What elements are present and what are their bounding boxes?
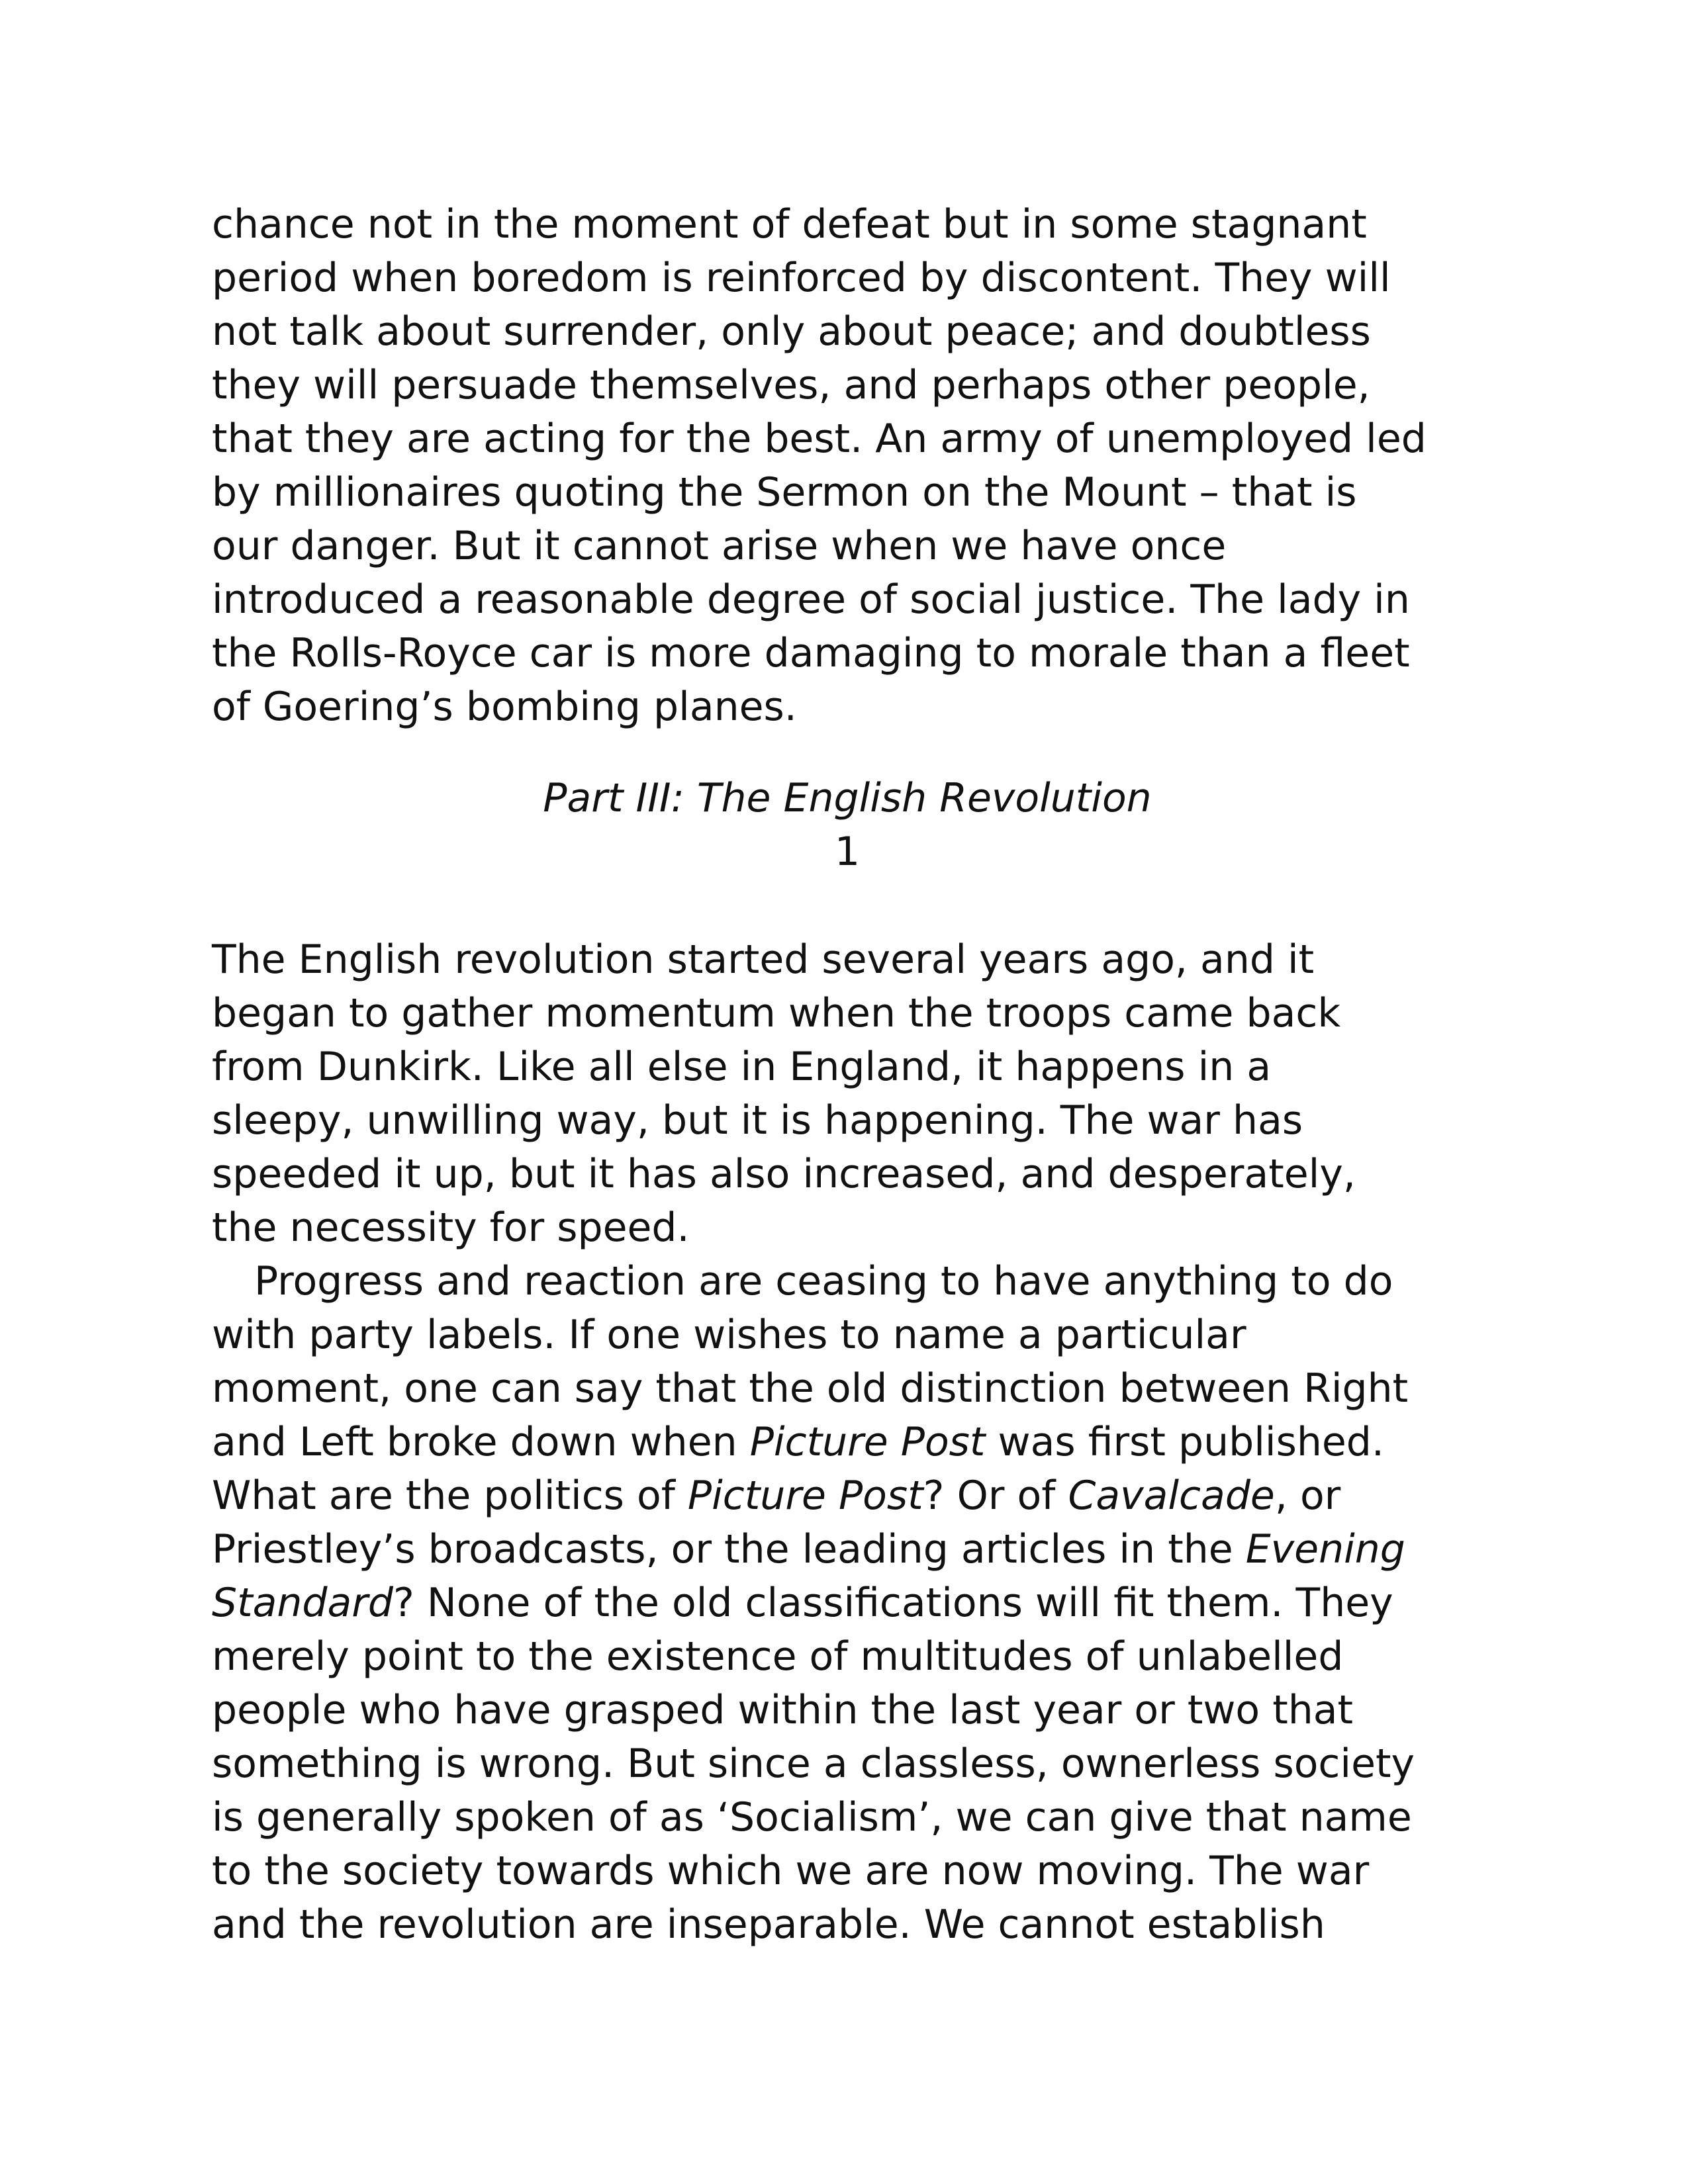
text-line xyxy=(212,1576,1483,1630)
text-line: people who have grasped within the last year or two that xyxy=(212,1687,1354,1733)
text-line: Progress and reaction are ceasing to have anything to do xyxy=(254,1258,1393,1304)
text-line: with party labels. If one wishes to name a particular xyxy=(212,1312,1246,1358)
text-line: moment, one can say that the old distinction between Right xyxy=(212,1365,1409,1412)
text-line: from Dunkirk. Like all else in England, it happens in a xyxy=(212,1044,1272,1090)
text-line: they will persuade themselves, and perhaps other people, xyxy=(212,362,1370,408)
section-number: 1 xyxy=(834,829,861,875)
text-run: ? Or of xyxy=(923,1473,1068,1519)
paragraph-continuation xyxy=(212,198,1483,734)
publication-title: Picture Post xyxy=(749,1419,986,1465)
text-line: something is wrong. But since a classless, ownerless society xyxy=(212,1741,1415,1787)
text-line: to the society towards which we are now moving. The war xyxy=(212,1848,1370,1894)
text-line: speeded it up, but it has also increased, and desperately, xyxy=(212,1151,1356,1197)
text-line: introduced a reasonable degree of social justice. The lady in xyxy=(212,576,1410,623)
publication-title: Picture Post xyxy=(687,1473,923,1519)
text-line xyxy=(212,1523,1483,1576)
text-line: of Goering’s bombing planes. xyxy=(212,684,797,730)
body-text xyxy=(212,933,1483,1952)
text-line: not talk about surrender, only about peace; and doubtless xyxy=(212,308,1371,355)
text-run: What are the politics of xyxy=(212,1473,688,1519)
text-run: and Left broke down when xyxy=(212,1419,750,1465)
text-line: the necessity for speed. xyxy=(212,1205,690,1251)
publication-title: Standard xyxy=(212,1580,394,1626)
section-title: Part III: The English Revolution xyxy=(543,775,1152,821)
text-line: chance not in the moment of defeat but in some stagnant xyxy=(212,201,1367,248)
text-line: and the revolution are inseparable. We cannot establish xyxy=(212,1901,1325,1948)
publication-title: Cavalcade xyxy=(1068,1473,1275,1519)
text-run: ? None of the old classifications will fit them. They xyxy=(393,1580,1393,1626)
publication-title: Evening xyxy=(1245,1526,1405,1572)
text-run: Priestley’s broadcasts, or the leading articles in the xyxy=(212,1526,1246,1572)
text-line: sleepy, unwilling way, but it is happening. The war has xyxy=(212,1097,1303,1144)
text-line: our danger. But it cannot arise when we have once xyxy=(212,523,1227,569)
text-run: , or xyxy=(1274,1473,1341,1519)
text-line: is generally spoken of as ‘Socialism’, we can give that name xyxy=(212,1794,1412,1841)
text-line: that they are acting for the best. An army of unemployed led xyxy=(212,416,1427,462)
text-line xyxy=(212,1416,1483,1469)
text-line: The English revolution started several years ago, and it xyxy=(212,936,1315,983)
text-run: was first published. xyxy=(985,1419,1384,1465)
text-line: began to gather momentum when the troops came back xyxy=(212,990,1341,1036)
text-line: period when boredom is reinforced by discontent. They will xyxy=(212,255,1391,301)
text-line: the Rolls-Royce car is more damaging to morale than a fleet xyxy=(212,630,1410,676)
text-line: by millionaires quoting the Sermon on the Mount – that is xyxy=(212,469,1357,516)
text-line: merely point to the existence of multitudes of unlabelled xyxy=(212,1633,1344,1680)
text-line xyxy=(212,1469,1483,1523)
